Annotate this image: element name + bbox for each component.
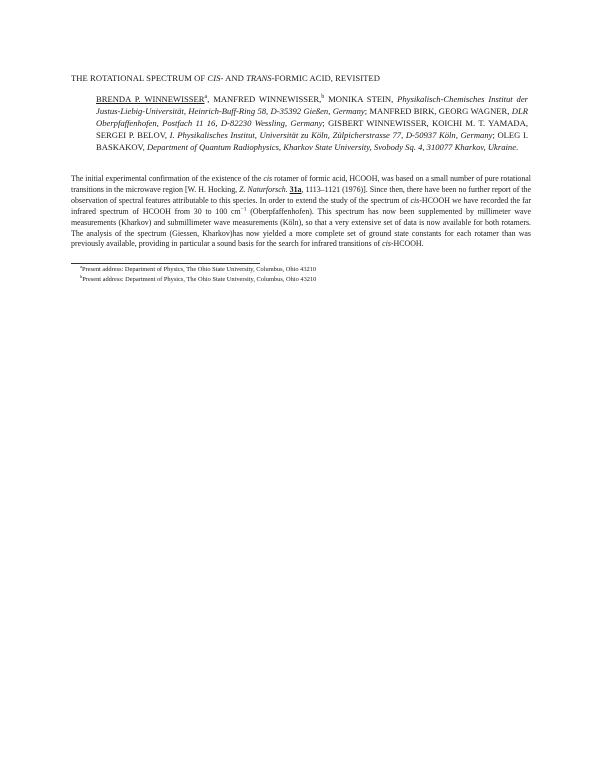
author-footnote-mark-a: a [204,94,208,101]
footnote-divider [71,263,260,264]
abstract-paragraph [71,174,531,250]
affiliation-koeln: I. Physikalisches Institut, Universität zu Köln, Zülpicherstrasse 77, D-50937 Köln, Germany [169,130,493,141]
title-text-post: -FORMIC ACID, REVISITED [271,73,380,83]
unit-exponent: −1 [240,206,247,213]
journal-name: Z. Naturforsch. [239,184,288,194]
author-block-end: . [516,142,519,153]
title-trans: TRANS [246,73,272,83]
abstract-text: The initial experimental confirmation of the existence of the [71,174,264,183]
title-text-mid: - AND [220,73,247,83]
author-name: MONIKA STEIN, [324,94,398,104]
abstract-text: rotamer of formic acid, HCOOH, was based on a small number of pure rotational transitions in the microwave region [W. H. Hocking, [71,174,531,194]
footnote-text: Present address: Department of Physics, The Ohio State University, Columbus, Ohio 43210 [82,275,317,283]
author-presenting: BRENDA P. WINNEWISSER [96,94,205,104]
affiliation-kharkov: Department of Quantum Radiophysics, Kharkov State University, Svobody Sq. 4, 310077 Kharkov, Ukraine [146,142,517,153]
footnote-mark: a [80,263,82,269]
abstract-italic-cis: cis [382,239,391,249]
paper-title [71,72,541,84]
author-block [96,93,528,153]
footnote-b [80,275,520,285]
abstract-text: (Oberpfaffenhofen). This spectrum has now been supplemented by millimeter wave measurements (Kharkov) and submillimeter wave measurements (Köln), so that a very extensive set of data is now available for both rotamers. The analysis of the spectrum (Giessen, Kharkov)has now yielded a more complete set of ground state constants for each rotamer than was previously available, providing in particular a sound basis for the search for infrared transitions of [71,206,531,249]
abstract-text: -HCOOH. [390,239,424,249]
journal-volume: 31a [289,184,302,194]
title-cis: CIS [207,73,221,83]
footnote-text: Present address: Department of Physics, The Ohio State University, Columbus, Ohio 43210 [81,266,317,273]
abstract-italic-cis: cis [263,174,273,183]
abstract-text: -HCOOH we have recorded the far infrared spectrum of HCOOH from 30 to 100 cm [71,195,532,216]
author-names-group: ; OLEG I. BASKAKOV, [96,130,529,153]
footnote-a [80,265,520,275]
abstract-text: , 1113–1121 (1976)]. Since then, there have been no further report of the observation of spectral features attributable to this species. In order to extend the study of the spectrum of [71,184,531,205]
affiliation-giessen: Physikalisch-Chemisches Institut der Justus-Liebig-Universität, Heinrich-Buff-Ring 58, D-35392 Gießen, Germany [96,94,528,117]
author-names-group: ; MANFRED BIRK, GEORG WAGNER, [364,106,512,117]
title-text-pre: THE ROTATIONAL SPECTRUM OF [71,73,208,83]
author-names-group: ; GISBERT WINNEWISSER, KOICHI M. T. YAMADA, SERGEI P. BELOV, [96,118,528,141]
footnotes [80,265,520,285]
footnote-mark: b [80,273,83,279]
abstract-italic-cis: cis [410,195,420,205]
author-footnote-mark-b: b [321,94,325,101]
author-name: , MANFRED WINNEWISSER, [207,94,322,104]
affiliation-dlr: DLR Oberpfaffenhofen, Postfach 11 16, D-82230 Wessling, Germany [96,106,529,129]
